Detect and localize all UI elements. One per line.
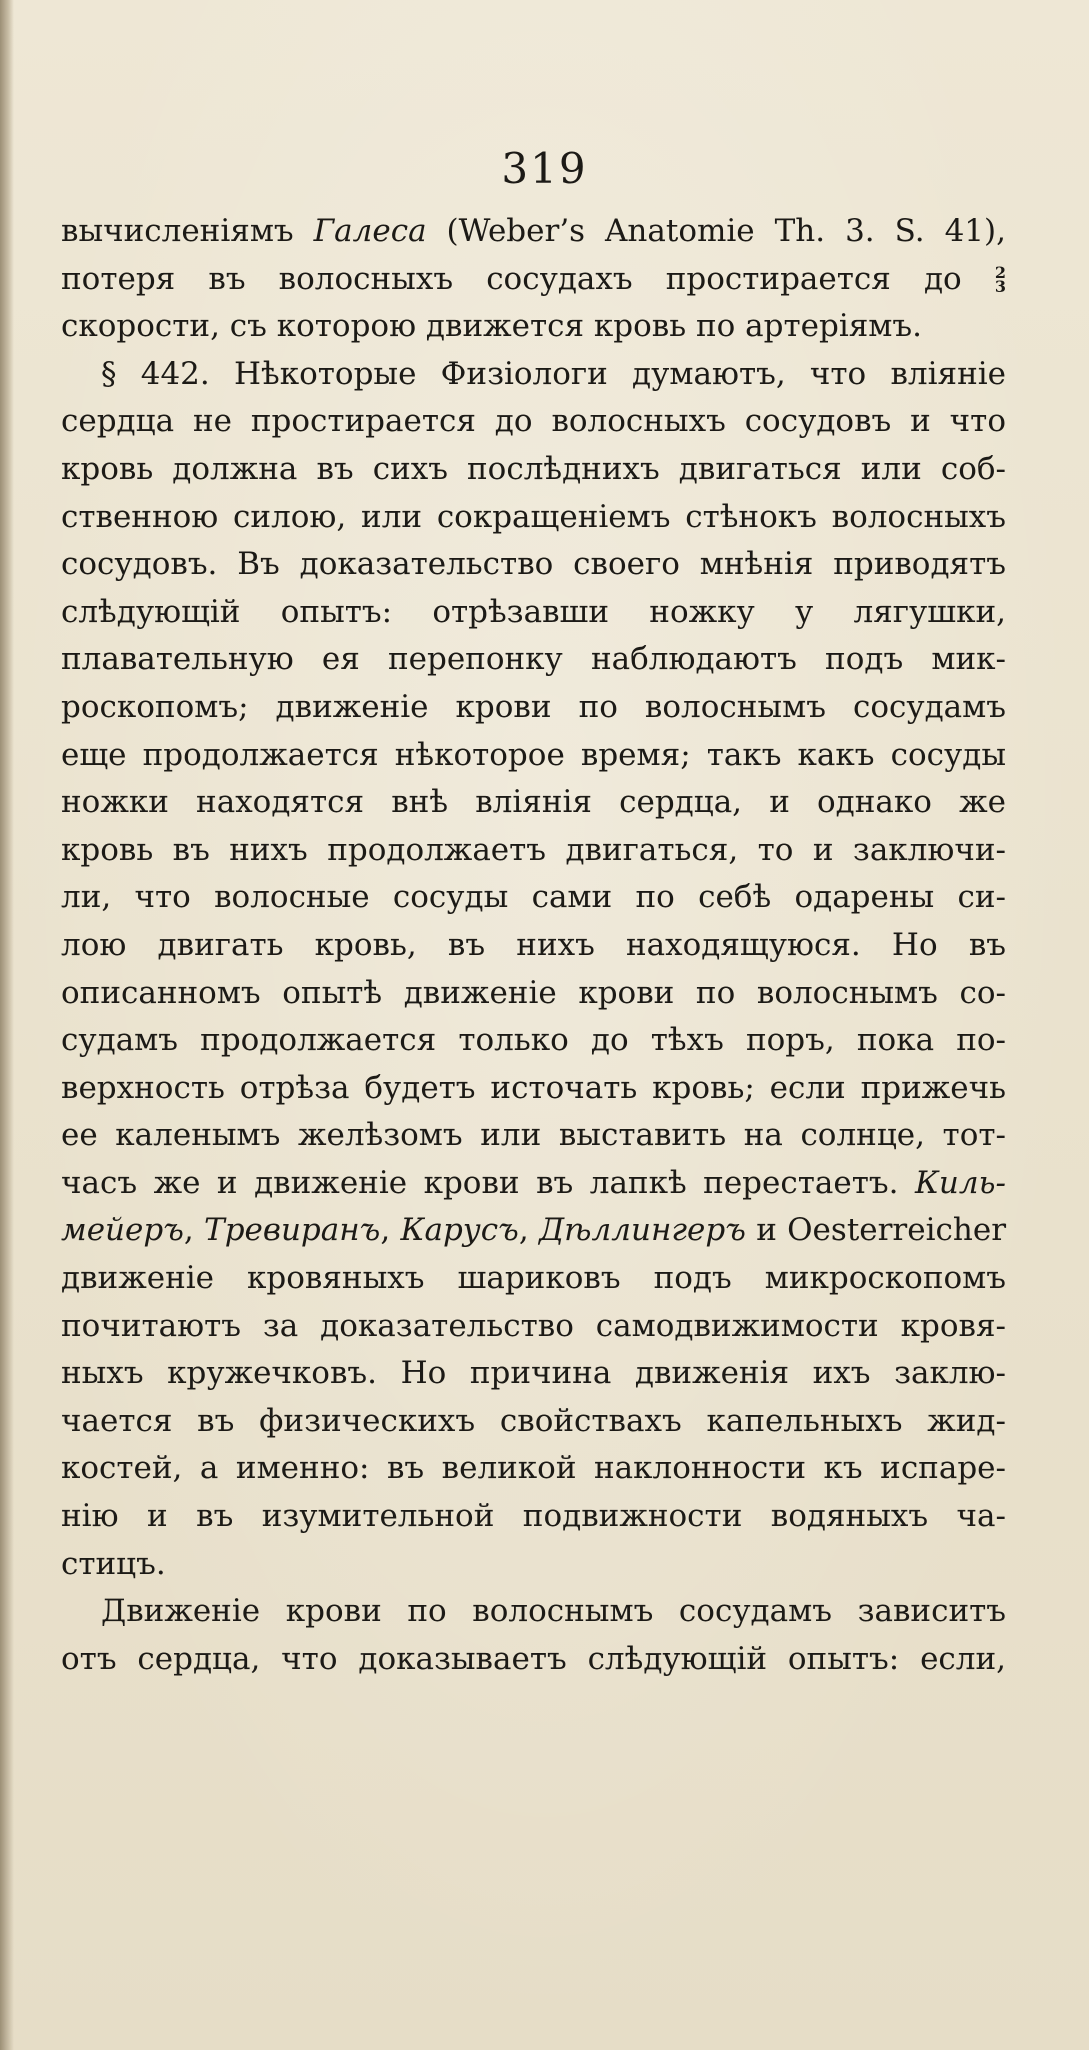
text-line [61,1303,1006,1351]
text-line [61,732,1006,780]
text-run: почитаютъ за доказательство самодвижимости кровя- [61,1307,1006,1344]
text-line [61,636,1006,684]
text-line [61,1350,1006,1398]
italic-name: Тревиранъ [204,1212,381,1249]
text-run: верхность отрѣза будетъ источать кровь; если прижечь [61,1069,1006,1106]
text-line [61,351,1006,399]
text-run: ее каленымъ желѣзомъ или выставить на солнце, тот- [61,1117,1006,1154]
text-run: ножки находятся внѣ вліянія сердца, и однако же [61,784,1006,821]
text-run: чается въ физическихъ свойствахъ капельныхъ жид- [61,1402,1006,1439]
text-line [61,1017,1006,1065]
text-run: костей, а именно: въ великой наклонности къ испаре- [61,1450,1006,1487]
text-line [61,1493,1006,1541]
text-run: сердца не простирается до волосныхъ сосудовъ и что [61,403,1006,440]
text-run: и Oesterreicher [745,1212,1007,1249]
text-run: часъ же и движеніе крови въ лапкѣ перестаетъ. [61,1164,915,1201]
text-run: описанномъ опытѣ движеніе крови по волоснымъ со- [61,974,1006,1011]
text-run: кровь въ нихъ продолжаетъ двигаться, то и заключи- [61,831,1006,868]
text-run: лою двигать кровь, въ нихъ находящуюся. Но въ [61,926,1006,963]
text-run: еще продолжается нѣкоторое время; такъ какъ сосуды [61,736,1006,773]
text-line [61,1636,1006,1684]
text-line [61,494,1006,542]
text-line [61,446,1006,494]
text-run: скорости, съ которою движется кровь по артеріямъ. [61,308,922,345]
text-line [61,589,1006,637]
italic-name: Дѣллингеръ [538,1212,746,1249]
body-text [61,208,1006,1683]
text-run: , [518,1212,539,1249]
text-line [61,1588,1006,1636]
italic-name: Галеса [313,213,427,249]
italic-name: мейеръ [61,1212,184,1249]
text-run: кровь должна въ сихъ послѣднихъ двигаться или соб- [61,450,1006,487]
text-run: плавательную ея перепонку наблюдаютъ подъ мик- [61,641,1006,678]
text-run: вычисленіямъ [61,213,314,249]
fraction-numerator: 2 [994,263,1006,283]
text-line [61,827,1006,875]
text-run: нію и въ изумительной подвижности водяныхъ ча- [61,1498,1006,1535]
text-run: , [183,1212,205,1249]
fraction-denominator: 3 [994,277,1006,297]
text-run: потеря въ волосныхъ сосудахъ простирается до [61,260,995,297]
text-run: стицъ. [61,1545,166,1582]
text-line [61,1160,1006,1208]
text-run: судамъ продолжается только до тѣхъ поръ, пока по- [61,1022,1006,1059]
text-line [61,874,1006,922]
text-line [61,208,1006,256]
text-run: слѣдующій опытъ: отрѣзавши ножку у лягушки, [61,593,1006,630]
text-run: ныхъ кружечковъ. Но причина движенія ихъ заклю- [61,1355,1006,1392]
text-line [61,1541,1006,1589]
text-run: движеніе кровяныхъ шариковъ подъ микроскопомъ [61,1260,1006,1297]
text-line [61,922,1006,970]
text-run: , [380,1212,401,1249]
text-line [61,303,1006,351]
italic-name: Карусъ [400,1212,519,1249]
text-run: § 442. Нѣкоторые Физіологи думаютъ, что вліяніе [101,355,1006,392]
text-line [61,541,1006,589]
fraction [994,263,1006,297]
text-run: роскопомъ; движеніе крови по волоснымъ сосудамъ [61,688,1006,725]
italic-name: Киль- [914,1164,1006,1201]
text-run: ственною силою, или сокращеніемъ стѣнокъ волосныхъ [61,498,1006,535]
text-line [61,1065,1006,1113]
text-line [61,1207,1006,1255]
text-line [61,1112,1006,1160]
text-line [61,1255,1006,1303]
text-run: отъ сердца, что доказываетъ слѣдующій опытъ: если, [61,1640,1006,1677]
page-spine-shadow [0,0,14,2050]
text-line [61,398,1006,446]
text-line [61,970,1006,1018]
text-run: (Weber’s Anatomie Th. 3. S. 41), [426,213,1006,249]
page-number: 319 [501,144,588,193]
text-run: сосудовъ. Въ доказательство своего мнѣнія приводятъ [61,546,1006,583]
text-run: ли, что волосные сосуды сами по себѣ одарены си- [61,879,1006,916]
text-line [61,684,1006,732]
text-run: Движеніе крови по волоснымъ сосудамъ зависитъ [101,1593,1006,1630]
text-line [61,1398,1006,1446]
text-line [61,256,1006,304]
text-line [61,1445,1006,1493]
text-line [61,779,1006,827]
